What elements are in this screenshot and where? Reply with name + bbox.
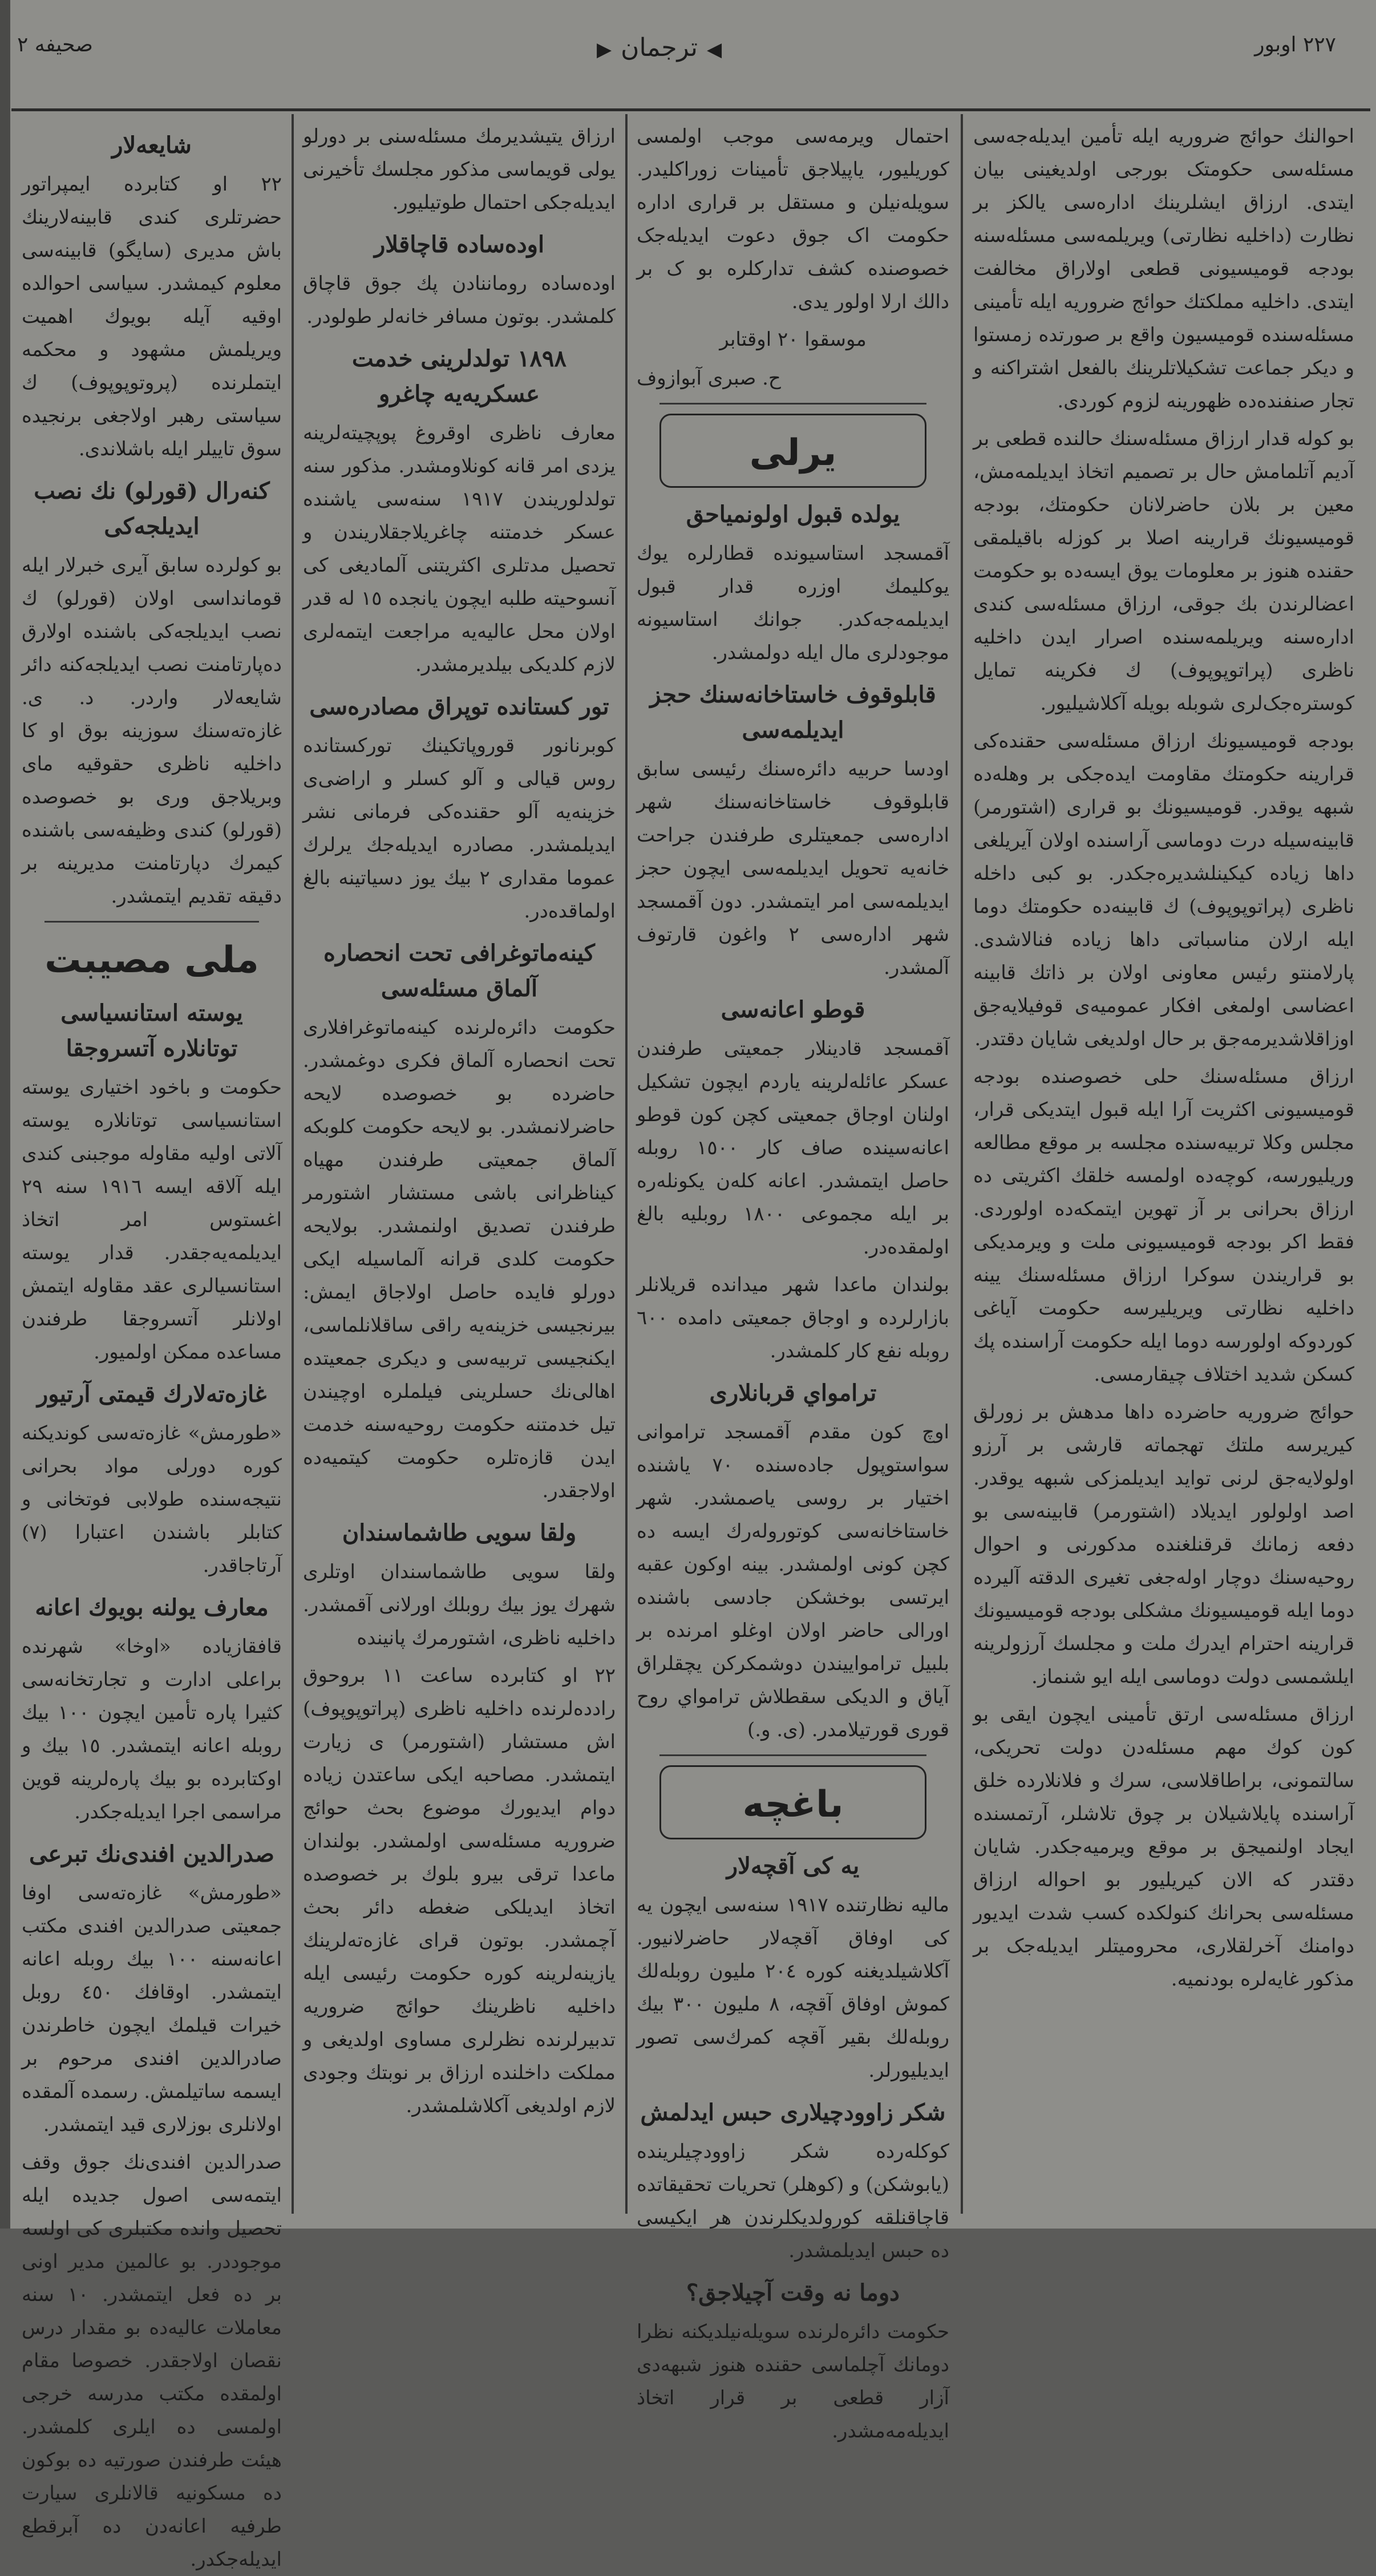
- article-title: قابلوقوف خاستاخانه‌سنك حجز ایدیلمه‌سی: [650, 681, 936, 743]
- masthead-title: ترجمان: [621, 33, 698, 62]
- header-divider: [11, 108, 1370, 111]
- column-2: [628, 114, 958, 2442]
- article-paragraph: آقمسجد قادینلار جمعیتی طرفندن عسکر عائله‌لرینه یاردم ایچون تشکیل اولنان اوجاق جمعیتی کچن کون قوطو اعانه‌سینده صاف کار ١٥٠٠ روبله حاصل ایتمشدر. اعانه کله‌ن یکونله‌ره بر ایله مجموعی ١٨٠٠ روبلیه بالغ اولمقده‌در.: [637, 1037, 949, 1259]
- article-paragraph: ٢٢ او کتابرده ایمپراتور حضرتلری کندی قابینه‌لارینك باش مدیری (سایگو) قابینه‌سی معلوم کیمشدر. سیاسی احوالده اوقیه آیله بویوك اهمیت ویریلمش مشهود و محکمه ایتملرنده (پروتوپوپوف) ك سیاستی رهبر اولاجغی برنجیده سوق تاییلر ایله باشلاندی.: [22, 173, 282, 460]
- article-paragraph: اوده‌ساده روماننادن پك جوق قاچاق کلمشدر. بوتون مسافر خانه‌لر طولودر.: [303, 272, 616, 328]
- article-title: غازه‌ته‌لارك قیمتی آرتیور: [37, 1381, 267, 1408]
- article-paragraph: کوبرنانور قوروپاتکینك تورکستانده روس قیالی و آلو کسلر و اراضی‌ی خزینه‌یه آلو حقنده‌کی فرمانی نشر ایدیلمشدر. مصادره ایدیله‌جك یرلرك عموما مقداری ٢ بیك یوز دسیاتینه بالغ اولماقده‌در.: [303, 734, 616, 923]
- article-title: معارف یولنه بویوك اعانه: [35, 1594, 269, 1621]
- article-paragraph: کوکله‌رده شکر زاوودچیلرینده (یابوشکن) و (کوهلر) تحریات تحقیقاتده قاچاقنلقه کورولدیکلرندن هر ایکیسی ده حبس ایدیلمشدر.: [637, 2140, 949, 2262]
- section-title-local: یرلی: [749, 432, 837, 474]
- article-title: ١٨٩٨ تولدلرینی خدمت عسکریه‌یه چاغرو: [352, 345, 566, 407]
- article-paragraph: «طورمش» غازه‌ته‌سی اوفا جمعیتی صدرالدین افندی مکتب اعانه‌سنه ١٠٠ بیك روبله اعانه ایتمشدر. اوقافك ٤٥٠ روبل خیرات قیلمك ایچون خاطرندن صادرالدین افندی مرحوم بر ایسمه ساتیلمش. رسمده آلمقده اولانلری بوزلاری قید ایتمشدر.: [22, 1882, 282, 2136]
- section-divider: [659, 403, 926, 405]
- arrow-right-icon: ▶: [597, 38, 612, 61]
- article-paragraph: احوالنك حوائج ضروریه ایله تأمین ایدیله‌جه‌سی مسئله‌سی حکومتک بورجی اولدیغینی بیان ایتدی. ارزاق ایشلرینك اداره‌سی یالکز بر نظارت (داخلیه نظارتی) ویریلمه‌سی مسئله‌سنه بودجه قومیسیونی قطعی اولاراق مخالفت ایتدی. داخلیه مملکتك حوائج ضروریه ایله تأمینی مسئله‌سنده قومیسیون واقع بر صورتده زمستوا و دیکر جماعت تشکیلاتلرینك بالفعل اشتراکنه و تجار صنفنده‌ده ظهورینه لزوم کوردی.: [973, 125, 1354, 413]
- article-paragraph: مالیه نظارتنده ١٩١٧ سنه‌سی ایچون یه کی اوفاق آقچه‌لار حاضرلانیور. آکلاشیلدیغنه کوره ٢٠٤ ملیون روبله‌لك کموش اوفاق آقچه، ٨ ملیون ٣٠٠ بیك روبله‌لك بقیر آقچه کمرك‌سی تصور ایدیلیورلر.: [637, 1894, 949, 2082]
- article-title: قوطو اعانه‌سی: [721, 996, 865, 1023]
- article-title: صدرالدین افندی‌نك تبرعی: [29, 1841, 274, 1867]
- article-paragraph: اودسا حربیه دائره‌سنك رئیسی سابق قابلوقوف خاستاخانه‌سنك شهر اداره‌سی جمعیتلری طرفندن جراحت خانه‌یه تحویل ایدیلمه‌سی ایچون حجز ایدیلمه‌سی امر ایتمشدر. دون آقمسجد شهر اداره‌سی ٢ واغون قارتوف آلمشدر.: [637, 758, 949, 979]
- article-title: تور کستانده توپراق مصادره‌سی: [309, 693, 609, 720]
- section-title-misc: باغچه: [742, 1784, 844, 1826]
- article-paragraph: ٢٢ او کتابرده ساعت ١١ بروحوق رادده‌لرنده داخلیه ناظری (پراتوپوپوف) اش مستشار (اشتورمر) ی زیارت ایتمشدر. مصاحبه ایکی ساعتدن زیاده دوام ایدیورك موضوع بحث حوائج ضروریه مسئله‌سی اولمشدر. بولندان ماعدا ترقی بیرو بلوك بر خصوصده اتخاذ ایدیلکی ضغطه دائر بحث آچمشدر. بوتون قرای غازه‌ته‌لرینك یازینه‌لرینه کوره حکومت رئیسی ایله داخلیه ناظرینك حوائج ضروریه تدبیرلرنده نظرلری مساوی اولدیغی و مملکت داخلنده ارزاق بر نوبتك وجودی لازم اولدیغی آکلاشلمشدر.: [303, 1664, 616, 2117]
- article-title: شکر زاوودچیلاری حبس ایدلمش: [640, 2099, 946, 2126]
- article-title: اوده‌ساده قاچاقلار: [374, 231, 545, 258]
- article-paragraph: بو کولرده سابق آیری خبرلار ایله قومانداسی اولان (قورلو) ك نصب ایدیلجه‌کی باشنده اولارق ده‌پارتامنت نصب ایدیلجه‌کنه دائر شایعه‌لار واردر. د. ی. غازه‌ته‌سنك سوزینه بوق او کا داخلیه ناظری حقوقیه ما‌ی وبریلاجق وری بو خصوصده (قورلو) کندی وظیفه‌سی باشنده کیمرك دپارتامنت مدیرینه بر دقیقه تقدیم ایتمشدر.: [22, 554, 282, 908]
- article-paragraph: بودجه قومیسیونك ارزاق مسئله‌سی حقنده‌کی قرارینه حکومتك مقاومت ایده‌جکی بر وهله‌ده شبهه یوقدر. قومیسیونك بو قراری (اشتورمر) قابینه‌سیله درت دوماسی آراسنده اولان آیریلغی داها زیاده کیکینلشدیره‌جکدر. بو کبی داخله ناظری (پراتوپوپوف) ك قابینه‌ده حکومتك دوما ایله ارلان مناسباتی داها زیاده فنالاشدی. پارلامنتو رئیس معاونی اولان بر ذاتك قابینه اعضاسی اولمغی افکار عمومیه‌ی قوفیلایه‌جق اوزاقلاشدیرمه‌جق بر حال اولدیغی شایان دقتدر.: [973, 730, 1354, 1050]
- section-heading-box: [659, 414, 926, 488]
- column-4: [13, 114, 291, 2571]
- article-paragraph: حوائج ضروریه حاضرده داها مدهش بر زورلق کیریرسه ملتك تهجماته قارشی بر آرزو اولولایه‌جق لرنی تواید ایدیلمزکی شبهه یوقدر. اصد اولولور ایدیلاد (اشتورمر) قابینه‌سی بو دفعه زمانك قرقنلغنده مدکورنی و احوال روحیه‌سنك دوچار اوله‌جغی تغیری الدقته آلیرده دوما ایله قومیسیونك مشکلی بودجه قومیسیونك قرارینه احترام ایدرك ملت و مجلسك آرزولرینه ایلشمسی دولت دوماسی ایله ایو شنماز.: [973, 1401, 1354, 1688]
- article-paragraph: ولقا سویی طاشماسندان اوتلری شهرك یوز بیك روبلك اورلانی آقمشدر. داخلیه ناظری، اشتورمرك پانینده: [303, 1560, 616, 1649]
- column-divider: [961, 114, 963, 2214]
- article-paragraph: حکومت دائره‌لرنده کینه‌ماتوغرافلاری تحت انحصاره آلماق فکری دوغمشدر. حاضرده بو خصوصده لایحه حاضرلانمشدر. بو لایحه حکومت کلوبکه آلماق جمعیتی طرفندن مهیاه کیناظرانی باشی مستشار اشتورمر طرفندن تصدیق اولنمشدر. بولایحه حکومت کلدی قرانه آلماسیله ایکی دورلو فایده حاصل اولاجاق ایمش: بیرنجیسی خزینه‌یه راقی ساقلانلماسی، ایکنجیسی تربیه‌سی و دیکری جمعیتده اهالی‌نك حسلرینی فیلملره اوچیندن تیل خدمتنه حکومت روحیه‌سنه خدمت ایدن قازه‌تلره حکومت کیتمیه‌ده اولاجقدر.: [303, 1016, 616, 1502]
- section-divider: [659, 1754, 926, 1756]
- article-paragraph: معارف ناظری اوقروغ پوپچیته‌لرینه یزدی امر قانه کونلاومشدر. مذکور سنه تولدلوریندن ١٩١٧ سنه‌سی یاشنده عسکر خدمتنه چاغریلاجقلاریندن و تحصیل مدتلری اکثریتنی آلمادیغی کی آنسوحیته طلبه ایچون یانجده ١٥ له قدر اولان محل عالیه‌یه مراجعت ایتمه‌لری لازم کلدیکی بیلدیرمشدر.: [303, 422, 616, 676]
- article-title: ترامواي قربانلاری: [709, 1380, 877, 1406]
- masthead: [588, 33, 731, 62]
- page-margin: [0, 0, 10, 2229]
- article-title: ولقا سویی طاشماسندان: [342, 1519, 577, 1546]
- article-paragraph: قافقازیاده «اوخا» شهرنده براعلی ادارت و تجارتخانه‌سی کثیرا پاره تأمین ایچون ١٠٠ بیك روبله اعانه ایتمشدر. ١٥ بیك و اوکتابرده بو بیك پاره‌لرینه قوین مراسمی اجرا ایدیله‌جکدر.: [22, 1635, 282, 1823]
- article-title: شایعه‌لار: [112, 132, 192, 159]
- article-paragraph: صدرالدین افندی‌نك جوق وقف ایتمه‌سی اصول جدیده ایله تحصیل وانده مکتبلری کی اولسه موجوددر. بو عالمین مدیر اونی بر ده فعل ایتمشدر. ١٠ سنه معاملات عالیه‌ده بو مقدار درس نقصان اولاجقدر. خصوصا مقام اولمقده مکتب مدرسه خرجی اولمسی ده ایلری کلمشدر. هیئت طرفندن صورتیه ده بوکون ده مسکونیه قالانلری سیارت طرفیه اعانه‌دن ده آبرقطع ایدیله‌جکدر.: [22, 2151, 282, 2571]
- article-paragraph: ارزاق مسئله‌سنك حلی خصوصنده بودجه قومیسیونی اکثریت آرا ایله قبول ایتدیکی قرار، مجلس وکلا تربیه‌سنده مجلسه بر موقع مطالعه وریلیورسه، کوچه‌ده اولمسه خلقك اکثریتی ده ارزاق بحرانی بر آز تهوین ایتمکه‌ده اولوردی. فقط اکر بودجه قومیسیونی ملت و ویرمدیکی بو قراریندن سوکرا ارزاق مسئله‌سنك یینه داخلیه نظارتی ویریلیرسه حکومت آیاغی کوردوكه اولورسه دوما ایله حکومت آراسنده پك کسکن شدید اختلاف چیقارمسی.: [973, 1065, 1354, 1386]
- section-heading-box: [659, 1765, 926, 1839]
- article-title: کنه‌رال (قورلو) نك نصب ایدیلجه‌کی: [34, 478, 270, 540]
- article-title: یه کی آقچه‌لار: [726, 1853, 860, 1879]
- arrow-left-icon: ◀: [707, 38, 722, 61]
- article-paragraph: آقمسجد استاسیونده قطارلره یوك یوکلیمك اوزره قدار قبول ایدیلمه‌جه‌کدر. جوانك استاسیونه موجودلری مال ایله دولمشدر.: [637, 542, 949, 664]
- article-paragraph: ارزاق مسئله‌سی ارتق تأمینی ایچون ایقی بو کون کوك مهم مسئله‌دن دولت تحریکی، سالتمونی، براطاقلاسی، سرك و فلانلارده خلق آراسنده پایلاشیلان بر چوق تلاشلر، آرتمسنده ایجاد اولنمیجق بر موقع ویرمیه‌جکدر. شایان دقتدر که الان کیریلیور بو احواله ارزاق مسئله‌سی بحرانك کنولکده کسب شدت ایدیور دوامنك آخرلقلاری، محرومیتلر ایدیله‌جک بر مذکور غایه‌لره بودنمیه.: [973, 1703, 1354, 1991]
- article-paragraph: حکومت دائره‌لرنده سویله‌نیلدیکنه نظرا دومانك آچلماسی حقنده هنوز شبهه‌دی آزار قطعی بر قرار اتخاذ ایدیله‌مه‌مشدر.: [637, 2320, 949, 2442]
- article-title: دوما نه وقت آچیلاجق؟: [686, 2279, 900, 2306]
- article-paragraph: ارزاق یتیشدیرمك مسئله‌سنی بر دورلو یولی قویماسی مذکور مجلسك تأخیرنی ایدیله‌جکی احتمال طوتیلیور.: [303, 125, 616, 214]
- article-title: یولده قبول اولونمیاحق: [686, 501, 900, 528]
- article-paragraph: حکومت و باخود اختیاری یوسته استانسیاسی توتانلاره یوسته آلاتی اولیه مقاوله موجبنی کندی ایله آلاقه ایسه ١٩١٦ سنه ٢٩ اغستوس امر اتخاذ ایدیلمه‌یه‌جقدر. قدار یوسته استانسیالری عقد مقاوله ایتمش اولانلر آتسروجقا طرفندن مساعده ممکن اولمیور.: [22, 1076, 282, 1364]
- article-paragraph: اوچ کون مقدم آقمسجد تراموانی سواستوپول جاده‌سنده ٧٠ یاشنده اختیار بر روسی یاصمشدر. شهر خاستاخانه‌سی کوتوروله‌رك ایسه ده کچن کونی اولمشدر. بینه اوکون عقبه ایرتسی بوخشکن جادسی باشنده اورالی حاضر اولان اوغلو امرنده بر بلبیل ترامواییندن دوشمکرکن یچقلراق آیاق و الدیکی سقطلاش ترامواي روح قوری قورتیلامدر. (ی. و.): [637, 1421, 949, 1741]
- article-paragraph: «طورمش» غازه‌ته‌سی کوندیکنه کوره دورلی مواد بحرانی نتیجه‌سنده طولابی فوتخانی و کتابلر باشندن اعتبارا (٧) آرتاجاقدر.: [22, 1422, 282, 1577]
- article-title: کینه‌ماتوغرافی تحت انحصاره آلماق مسئله‌سی: [323, 940, 595, 1002]
- section-divider: [44, 921, 259, 923]
- page-number: صحيفه ٢: [17, 33, 93, 56]
- section-title-national: ملی مصیبت: [44, 939, 259, 981]
- issue-date: ٢٢٧ اوبور: [1254, 33, 1336, 56]
- dateline: موسقوا ٢٠ اوقتابر: [719, 328, 867, 351]
- article-title: یوسته استانسیاسی توتانلاره آتسروجقا: [60, 1000, 243, 1062]
- article-paragraph: بولندان ماعدا شهر میدانده قریلانلر بازارلرده و اوجاق جمعیتی دامده ٦٠٠ روبله نفع کار کلمشدر.: [637, 1273, 949, 1362]
- article-paragraph: بو کوله قدار ارزاق مسئله‌سنك حالنده قطعی بر آدیم آتلمامش حال بر تصمیم اتخاذ ایدیلمه‌مش، معین بر بلان حاضرلانان حکومتك، بودجه قومیسیونك قرارینه اصلا بر کوزله باقیلمقی حقنده هنوز بر معلومات یوق ایسه‌ده بو حکومت اعضالرندن بك جوقی، ارزاق مسئله‌سی کندی اداره‌سنه ویریلمه‌سنده اصرار ایدن داخلیه ناظری (پراتوپوپوف) ك فکرینه تمایل کوستره‌جک‌لری شوبله بویله آکلاشیلیور.: [973, 427, 1354, 715]
- column-1: [964, 114, 1363, 2214]
- article-paragraph: احتمال ویرمه‌سی موجب اولمسی کوریلیور، یاپیلاجق تأمینات زوراکلیدر. سویله‌نیلن و مستقل بر قراری اداره حکومت اک جوق دعوت ایدیله‌جک خصوصنده کشف تدارکلره بو ک بر دالك ارلا اولور یدی.: [637, 125, 949, 313]
- column-3: [294, 114, 625, 2214]
- author-signature: ح. صبری آبوازوف: [637, 367, 781, 390]
